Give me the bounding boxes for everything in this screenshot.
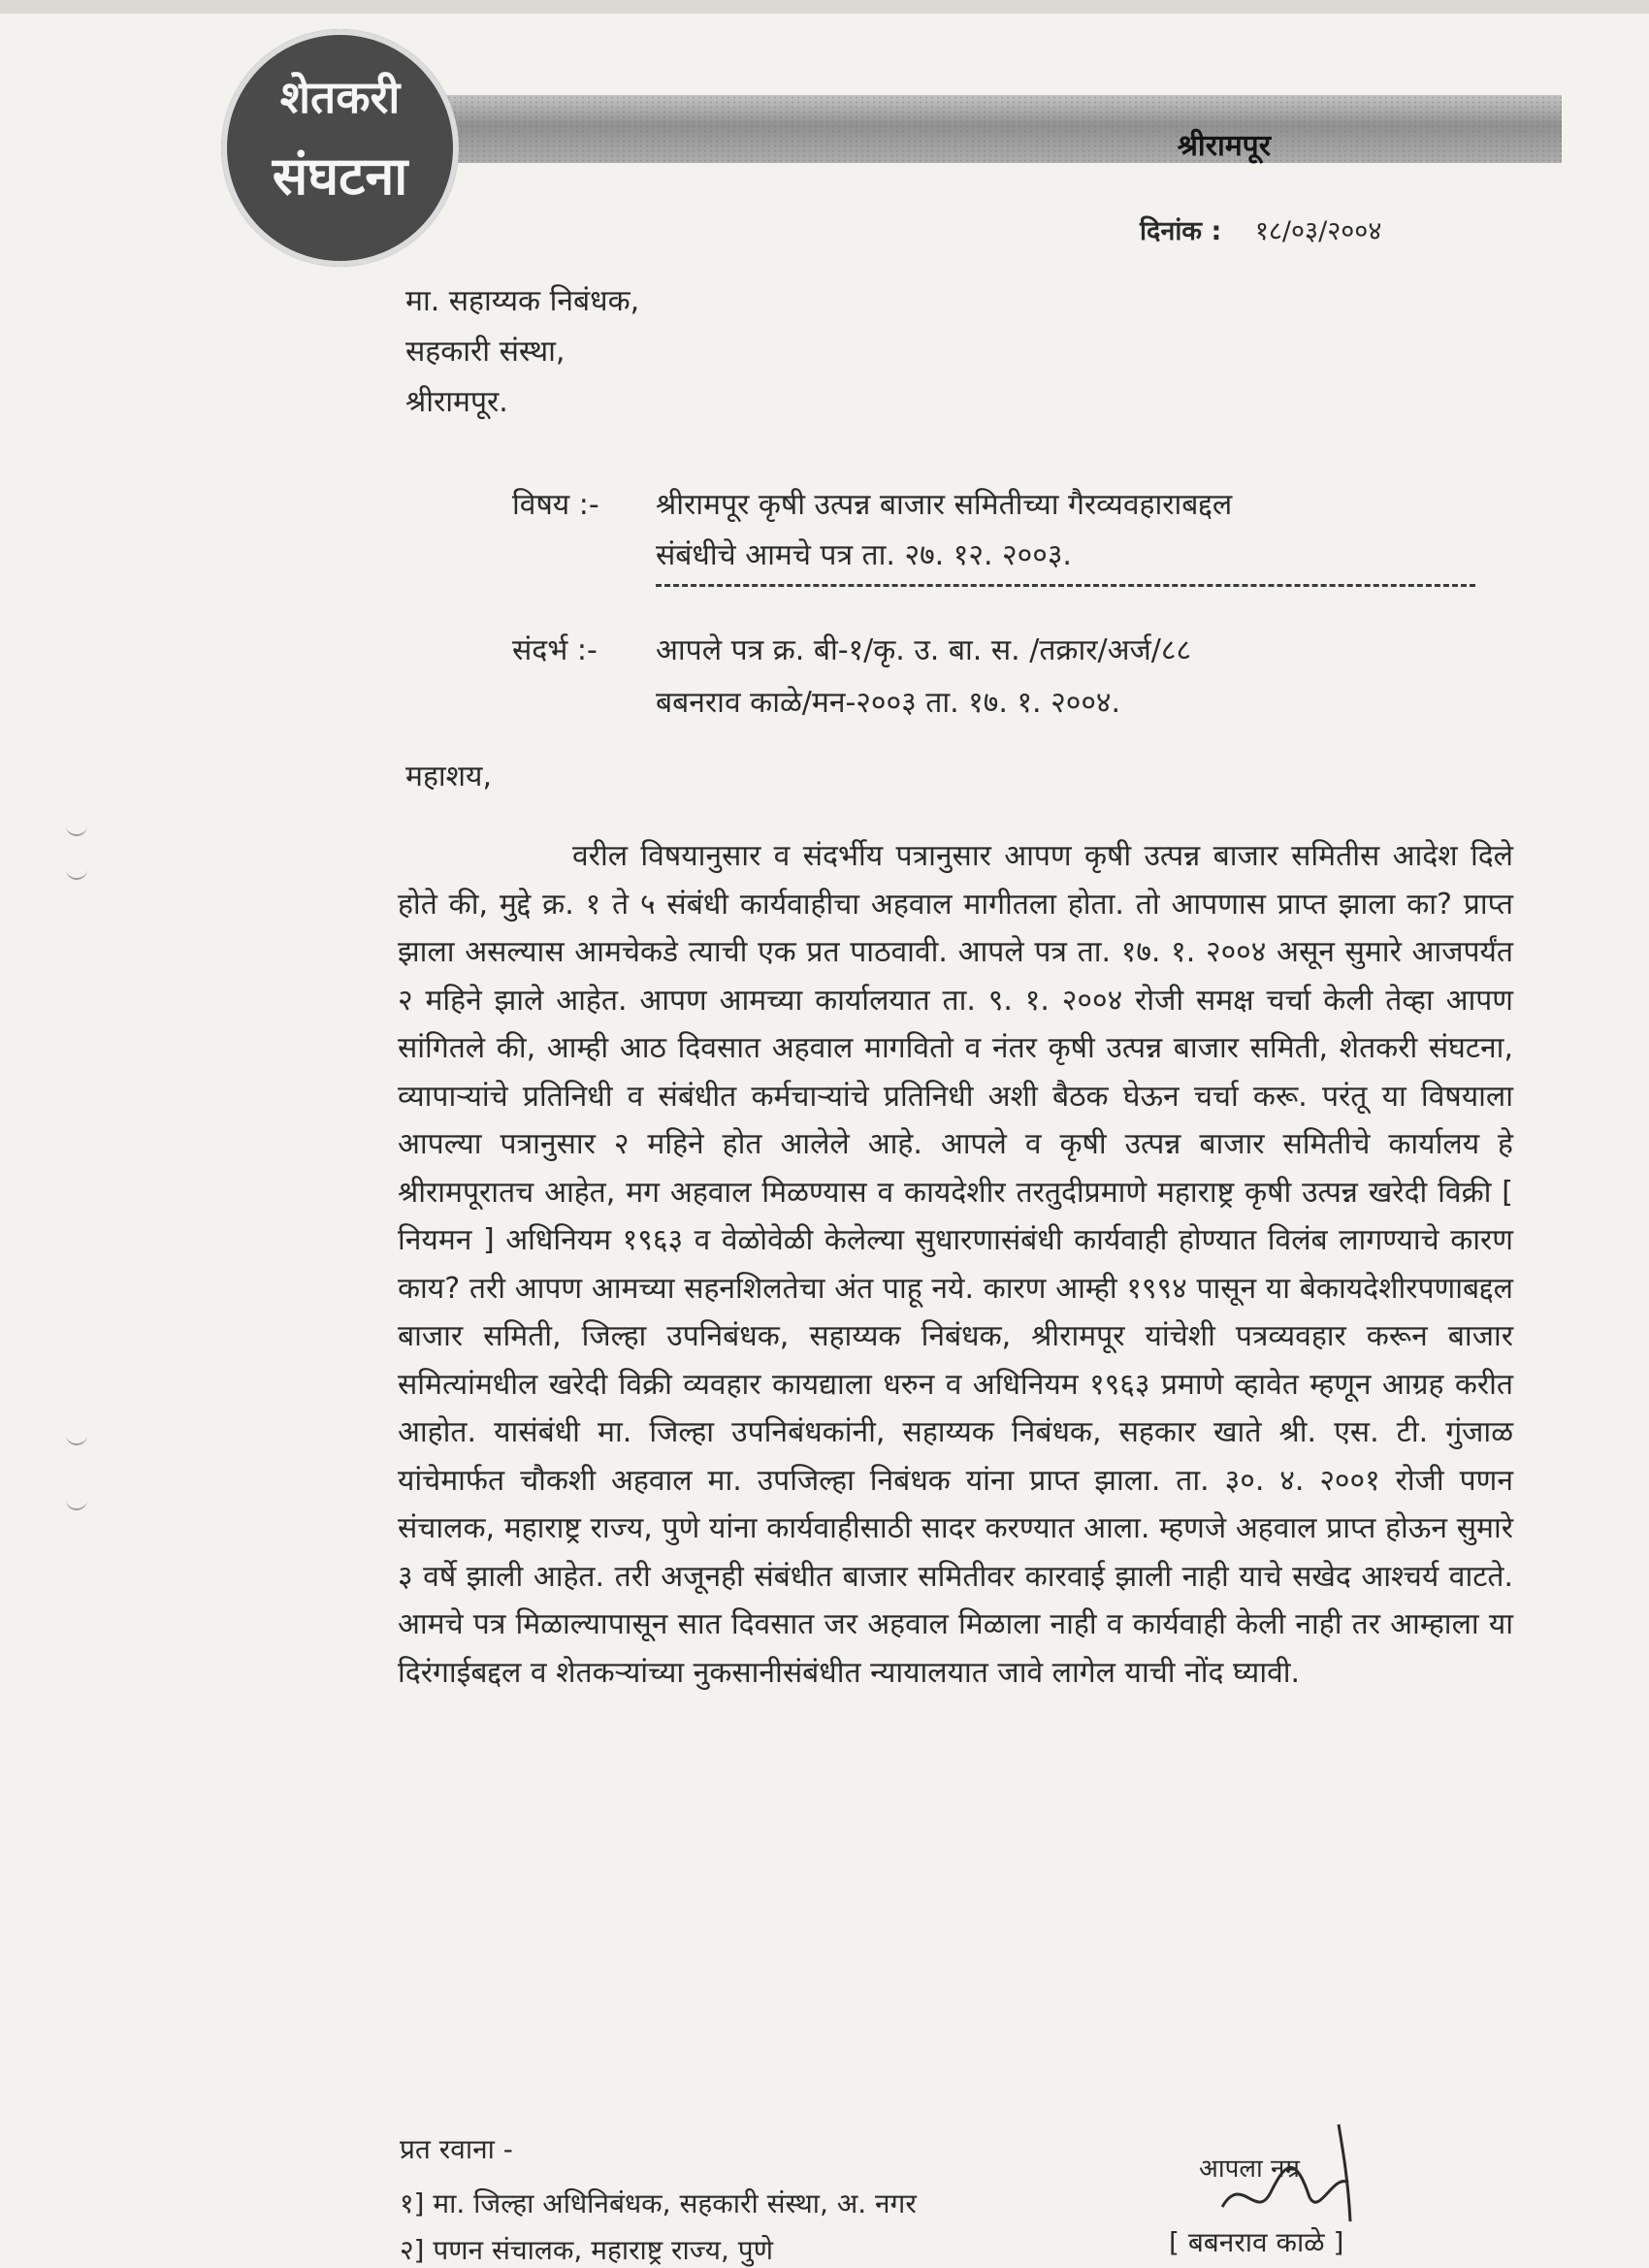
copy-recipient-2: २] पणन संचालक, महाराष्ट्र राज्य, पुणे	[400, 2234, 773, 2266]
closing-text: आपला नम्र	[1199, 2155, 1300, 2184]
letterhead-city: श्रीरामपूर	[1177, 129, 1271, 163]
organization-logo	[221, 29, 459, 267]
body-paragraph: वरील विषयानुसार व संदर्भीय पत्रानुसार आपण कृषी उत्पन्न बाजार समितीस आदेश दिले होते की, मुद्दे क्र. १ ते ५ संबंधी कार्यवाहीचा अहवाल मागीतला होता. तो आपणास प्राप्त झाला का? प्राप्त झाला असल्यास आमचेकडे त्याची एक प्रत पाठवावी. आपले पत्र ता. १७. १. २००४ असून सुमारे आजपर्यंत २ महिने झाले आहेत. आपण आमच्या कार्यालयात ता. ९. १. २००४ रोजी समक्ष चर्चा केली तेव्हा आपण सांगितले की, आम्ही आठ दिवसात अहवाल मागवितो व नंतर कृषी उत्पन्न बाजार समिती, शेतकरी संघटना, व्यापाऱ्यांचे प्रतिनिधी व संबंधीत कर्मचाऱ्यांचे प्रतिनिधी अशी बैठक घेऊन चर्चा करू. परंतू या विषयाला आपल्या पत्रानुसार २ महिने होत आलेले आहे. आपले व कृषी उत्पन्न बाजार समितीचे कार्यालय हे श्रीरामपूरातच आहेत, मग अहवाल मिळण्यास व कायदेशीर तरतुदीप्रमाणे महाराष्ट्र कृषी उत्पन्न खरेदी विक्री [ नियमन ] अधिनियम १९६३ व वेळोवेळी केलेल्या सुधारणासंबंधी कार्यवाही होण्यात विलंब लागण्याचे कारण काय? तरी आपण आमच्या सहनशिलतेचा अंत पाहू नये. कारण आम्ही १९९४ पासून या बेकायदेशीरपणाबद्दल बाजार समिती, जिल्हा उपनिबंधक, सहाय्यक निबंधक, श्रीरामपूर यांचेशी पत्रव्यवहार करून बाजार समित्यांमधील खरेदी विक्री व्यवहार कायद्याला धरुन व अधिनियम १९६३ प्रमाणे व्हावेत म्हणून आग्रह करीत आहोत. यासंबंधी मा. जिल्हा उपनिबंधकांनी, सहाय्यक निबंधक, सहकार खाते श्री. एस. टी. गुंजाळ यांचेमार्फत चौकशी अहवाल मा. उपजिल्हा निबंधक यांना प्राप्त झाला. ता. ३०. ४. २००१ रोजी पणन संचालक, महाराष्ट्र राज्य, पुणे यांना कार्यवाहीसाठी सादर करण्यात आला. म्हणजे अहवाल प्राप्त होऊन सुमारे ३ वर्षे झाली आहेत. तरी अजूनही संबंधीत बाजार समितीवर कारवाई झाली नाही याचे सखेद आश्चर्य वाटते. आमचे पत्र मिळाल्यापासून सात दिवसात जर अहवाल मिळाला नाही व कार्यवाही केली नाही तर आम्हाला या दिरंगाईबद्दल व शेतकऱ्यांच्या नुकसानीसंबंधीत न्यायालयात जावे लागेल याची नोंद घ्यावी.	[398, 839, 1514, 1690]
date-value: १८/०३/२००४	[1254, 216, 1382, 246]
letter-date	[1140, 211, 1381, 247]
punch-mark	[66, 1499, 87, 1510]
salutation: महाशय,	[405, 760, 492, 794]
letterhead-band	[417, 95, 1562, 163]
address-line-2: सहकारी संस्था,	[405, 335, 566, 369]
logo-text-line1: शेतकरी	[279, 71, 401, 123]
punch-mark	[66, 868, 87, 880]
address-line-1: मा. सहाय्यक निबंधक,	[405, 284, 640, 318]
copy-recipient-1: १] मा. जिल्हा अधिनिबंधक, सहकारी संस्था, अ. नगर	[400, 2187, 917, 2219]
page-top-edge	[0, 0, 1649, 14]
address-line-3: श्रीरामपूर.	[405, 385, 508, 419]
signatory-name: [ बबनराव काळे ]	[1169, 2226, 1344, 2258]
letter-body	[398, 832, 1513, 1697]
reference-line-1: आपले पत्र क्र. बी-१/कृ. उ. बा. स. /तक्रार/अर्ज/८८	[656, 633, 1192, 667]
copies-heading: प्रत रवाना -	[400, 2133, 513, 2165]
date-label: दिनांक :	[1140, 216, 1222, 246]
reference-label: संदर्भ :-	[512, 633, 598, 667]
punch-mark	[66, 825, 87, 836]
band-texture	[417, 95, 1562, 163]
subject-line-2: संबंधीचे आमचे पत्र ता. २७. १२. २००३.	[656, 538, 1072, 572]
punch-mark	[66, 1434, 87, 1445]
subject-divider	[656, 584, 1475, 587]
reference-line-2: बबनराव काळे/मन-२००३ ता. १७. १. २००४.	[656, 686, 1121, 720]
subject-line-1: श्रीरामपूर कृषी उत्पन्न बाजार समितीच्या गैरव्यवहाराबद्दल	[656, 488, 1233, 522]
subject-label: विषय :-	[512, 488, 599, 522]
logo-text-line2: संघटना	[272, 146, 408, 207]
signature-scribble	[1203, 2115, 1397, 2231]
